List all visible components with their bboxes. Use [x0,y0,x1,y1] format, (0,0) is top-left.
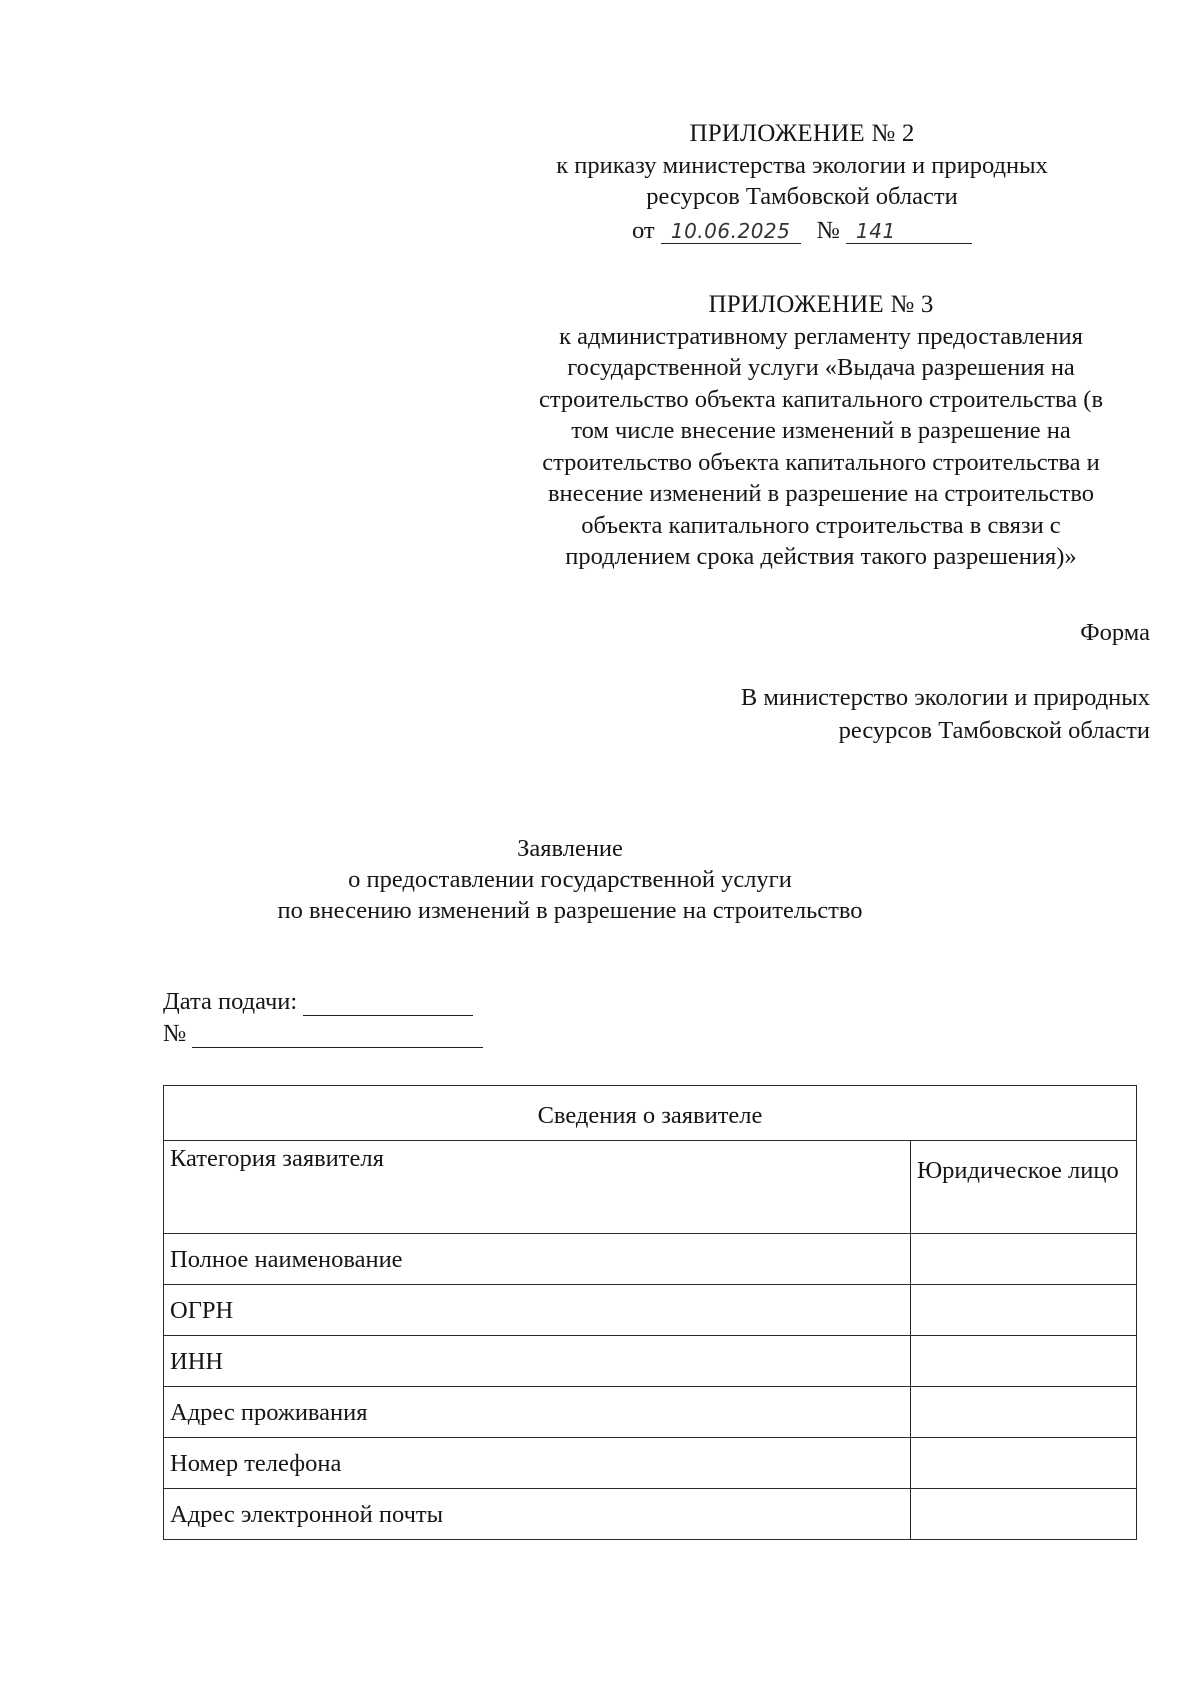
order-date-number-line [497,215,1107,247]
table-row [164,1336,1137,1387]
row-label: Полное наименование [164,1234,911,1285]
row-value-cell[interactable] [911,1285,1137,1336]
submission-date-field [163,988,473,1016]
appendix-3-line: том числе внесение изменений в разрешение на [571,417,1071,444]
table-header: Сведения о заявителе [164,1086,1137,1141]
row-label: ОГРН [164,1285,911,1336]
table-row [164,1438,1137,1489]
submission-date-label: Дата подачи: [163,988,298,1015]
title-line-1: Заявление [517,835,623,862]
application-number-blank[interactable] [192,1025,483,1048]
applicant-info-table [163,1085,1137,1540]
appendix-3-line: внесение изменений в разрешение на строительство [547,480,1095,507]
table-row [164,1234,1137,1285]
table-row [164,1489,1137,1540]
appendix-2-line-2: ресурсов Тамбовской области [646,183,958,210]
title-line-3: по внесению изменений в разрешение на строительство [277,897,863,924]
table-row [164,1285,1137,1336]
appendix-2-heading: ПРИЛОЖЕНИЕ № 2 [689,120,915,147]
recipient-line-2: ресурсов Тамбовской области [838,717,1150,744]
appendix-3-line: государственной услуги «Выдача разрешения на [567,354,1075,381]
number-label: № [816,216,841,244]
appendix-3-line: объекта капитального строительства в связи с [581,511,1061,539]
row-value-cell[interactable] [911,1336,1137,1387]
table-header-row [164,1086,1137,1141]
row-label: Адрес электронной почты [164,1489,911,1540]
appendix-2-line-1: к приказу министерства экологии и природных [556,151,1048,179]
application-title [250,833,890,926]
appendix-2-block [497,118,1107,246]
from-label: от [631,216,655,244]
appendix-3-heading: ПРИЛОЖЕНИЕ № 3 [708,291,934,318]
handwritten-number: 141 [846,219,972,244]
row-value-cell[interactable] [911,1489,1137,1540]
handwritten-date: 10.06.2025 [661,219,801,244]
submission-date-blank[interactable] [303,993,473,1016]
appendix-3-line: продлением срока действия такого разрешения)» [565,543,1077,570]
appendix-3-line: к административному регламенту предоставления [559,322,1083,350]
recipient-line-1: В министерство экологии и природных [740,684,1150,711]
row-value-cell[interactable] [911,1234,1137,1285]
category-row [164,1141,1137,1234]
row-value-cell[interactable] [911,1387,1137,1438]
application-number-label: № [163,1020,187,1047]
row-value-cell[interactable] [911,1438,1137,1489]
row-label: ИНН [164,1336,911,1387]
category-label: Категория заявителя [164,1141,911,1234]
recipient-block [741,681,1150,747]
category-value: Юридическое лицо [911,1141,1137,1234]
application-number-field [163,1020,483,1048]
appendix-3-block [480,289,1162,573]
table-row [164,1387,1137,1438]
row-label: Номер телефона [164,1438,911,1489]
appendix-3-line: строительство объекта капитального строительства (в [538,385,1104,413]
appendix-3-line: строительство объекта капитального строительства и [542,448,1100,476]
row-label: Адрес проживания [164,1387,911,1438]
title-line-2: о предоставлении государственной услуги [348,866,792,893]
form-label: Форма [1080,619,1150,646]
